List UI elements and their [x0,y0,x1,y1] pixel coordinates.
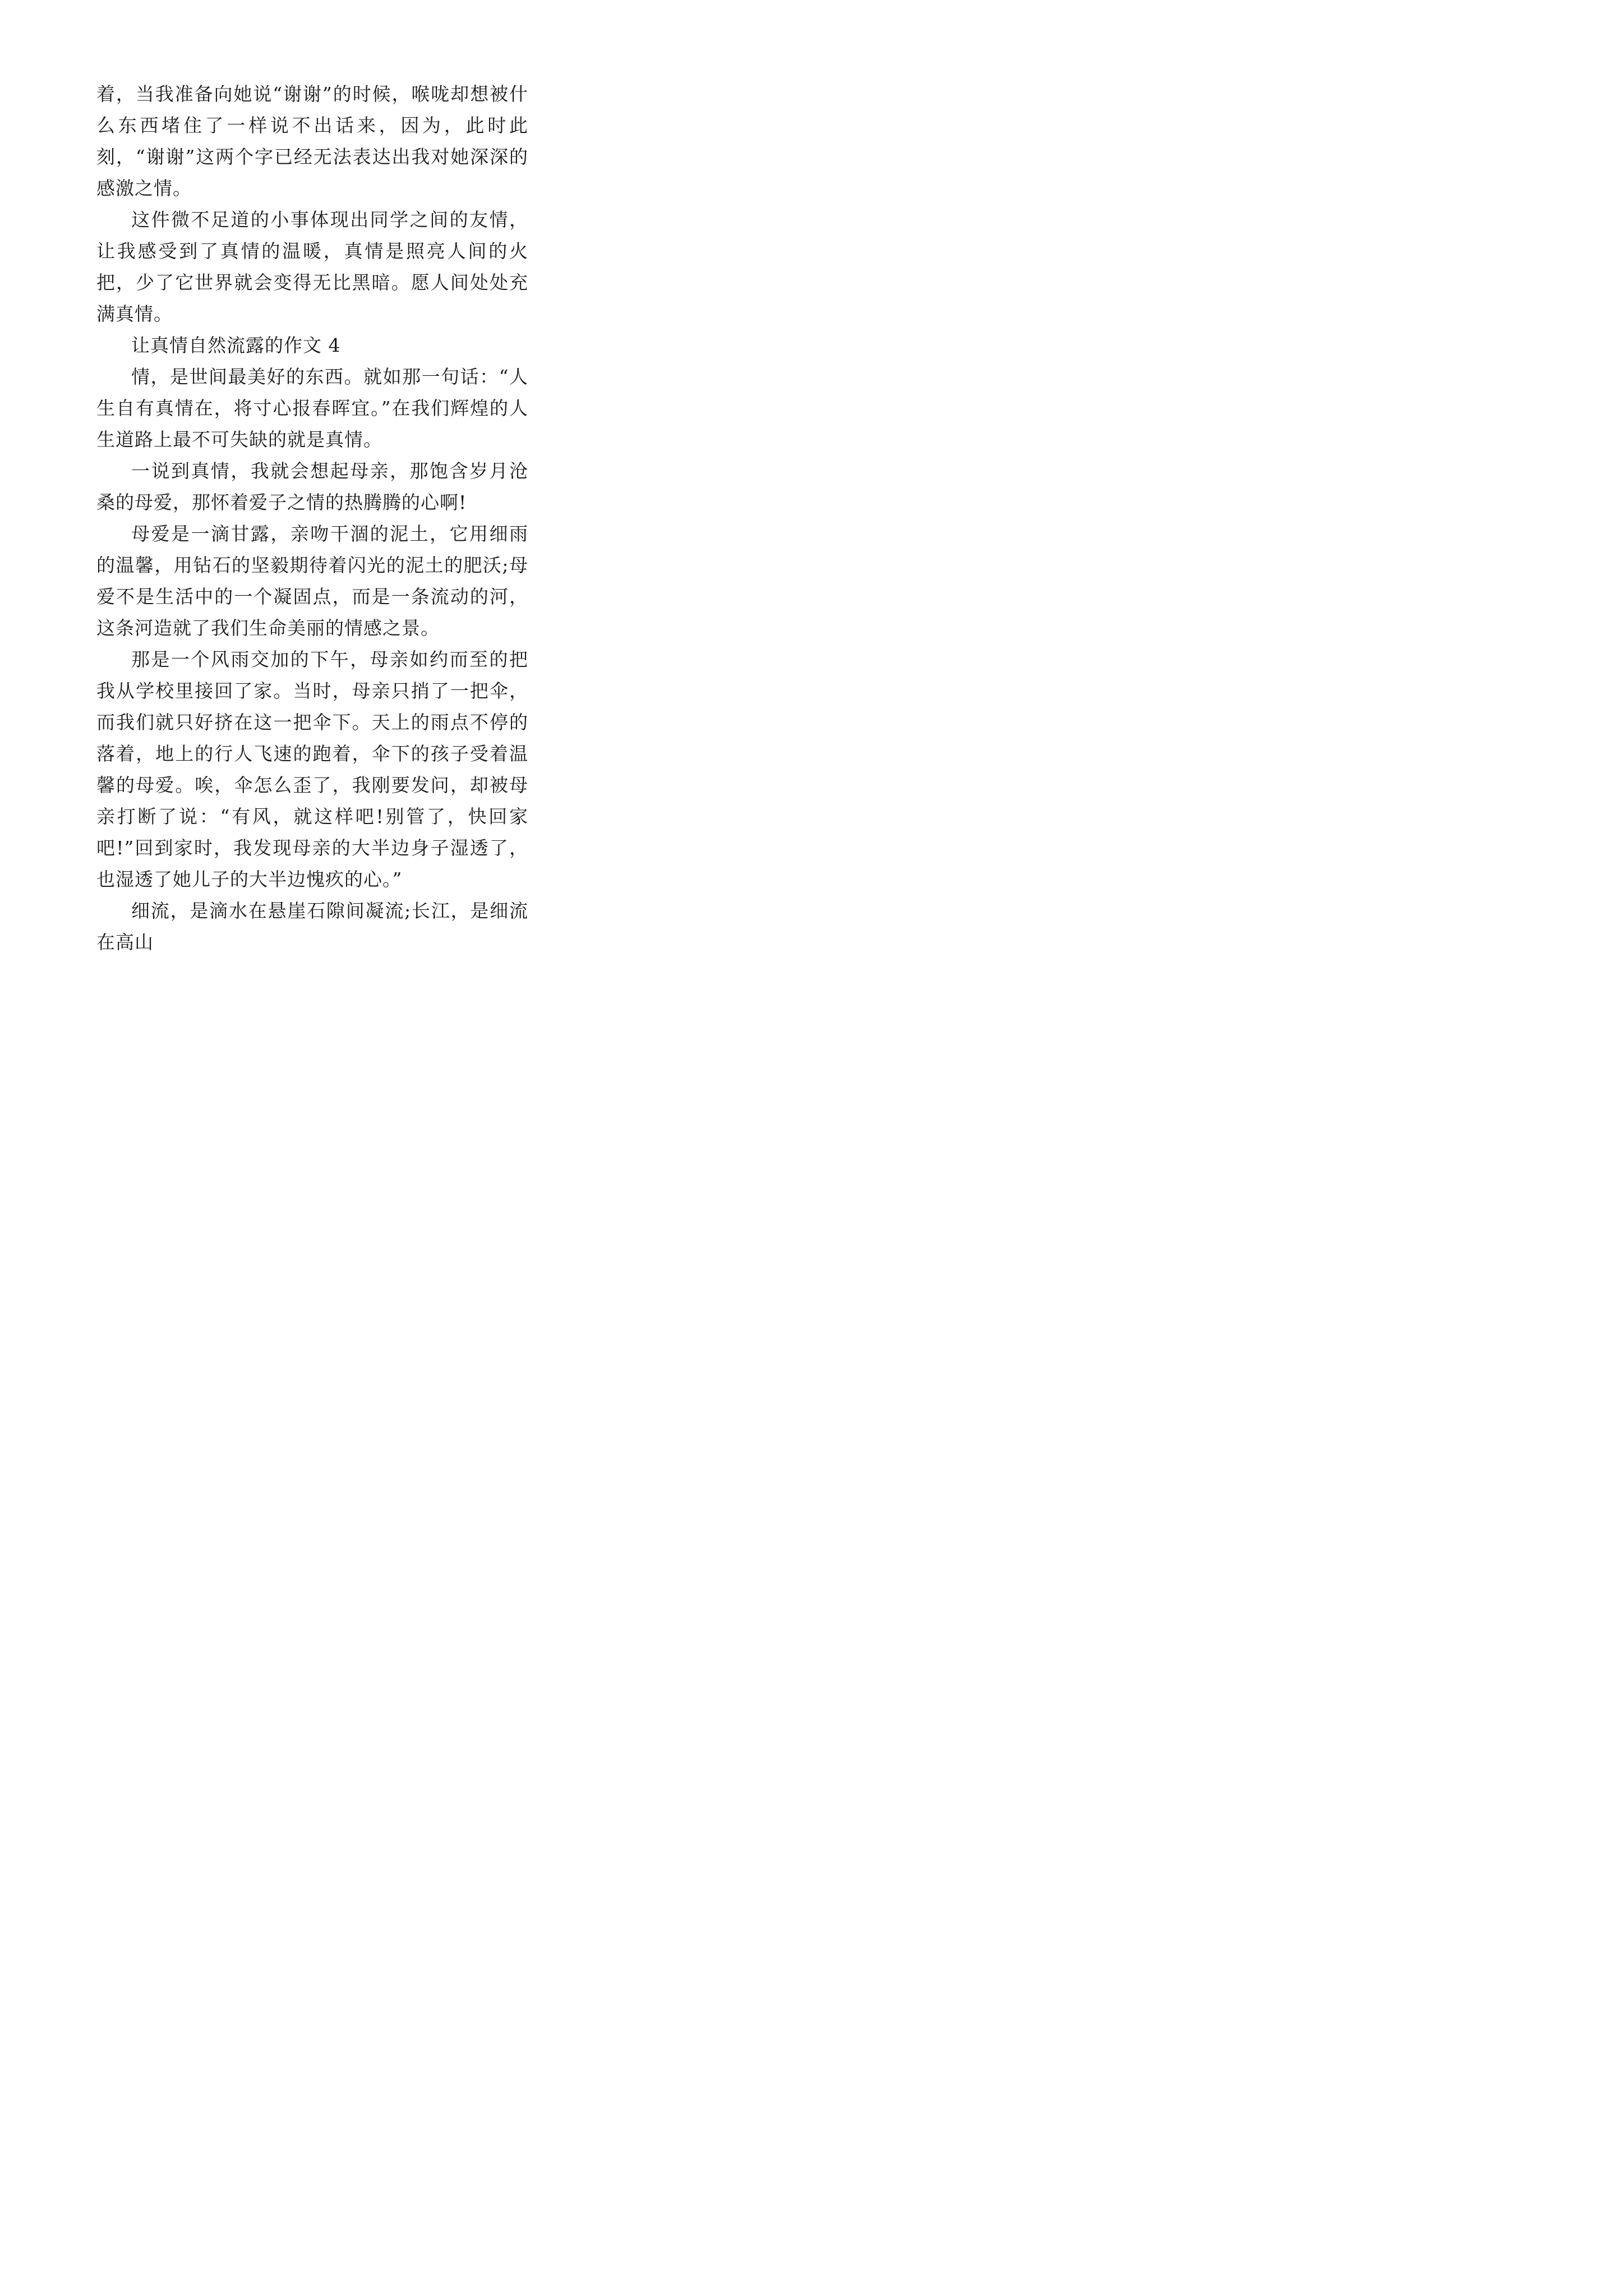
paragraph-5: 母爱是一滴甘露，亲吻干涸的泥土，它用细雨的温馨，用钻石的坚毅期待着闪光的泥土的肥沃;母爱不是生活中的一个凝固点，而是一条流动的河，这条河造就了我们生命美丽的情感之景。 [96,523,528,639]
body-text [96,79,528,958]
paragraph-7: 细流，是滴水在悬崖石隙间凝流;长江，是细流在高山 [96,900,528,953]
essay-heading: 让真情自然流露的作文 4 [131,334,341,356]
document-page [0,0,619,953]
paragraph-6: 那是一个风雨交加的下午，母亲如约而至的把我从学校里接回了家。当时，母亲只捎了一把伞，而我们就只好挤在这一把伞下。天上的雨点不停的落着，地上的行人飞速的跑着，伞下的孩子受着温馨的母爱。唉，伞怎么歪了，我刚要发问，却被母亲打断了说：“有风，就这样吧!别管了，快回家吧!”回到家时，我发现母亲的大半边身子湿透了，也湿透了她儿子的大半边愧疚的心。” [96,648,528,890]
paragraph-4: 一说到真情，我就会想起母亲，那饱含岁月沧桑的母爱，那怀着爱子之情的热腾腾的心啊! [96,460,528,513]
paragraph-3: 情，是世间最美好的东西。就如那一句话：“人生自有真情在，将寸心报春晖宜。”在我们辉煌的人生道路上最不可失缺的就是真情。 [96,366,528,450]
paragraph-1: 着，当我准备向她说“谢谢”的时候，喉咙却想被什么东西堵住了一样说不出话来，因为，此时此刻，“谢谢”这两个字已经无法表达出我对她深深的感激之情。 [96,83,528,199]
paragraph-2: 这件微不足道的小事体现出同学之间的友情，让我感受到了真情的温暖，真情是照亮人间的火把，少了它世界就会变得无比黑暗。愿人间处处充满真情。 [96,209,528,325]
